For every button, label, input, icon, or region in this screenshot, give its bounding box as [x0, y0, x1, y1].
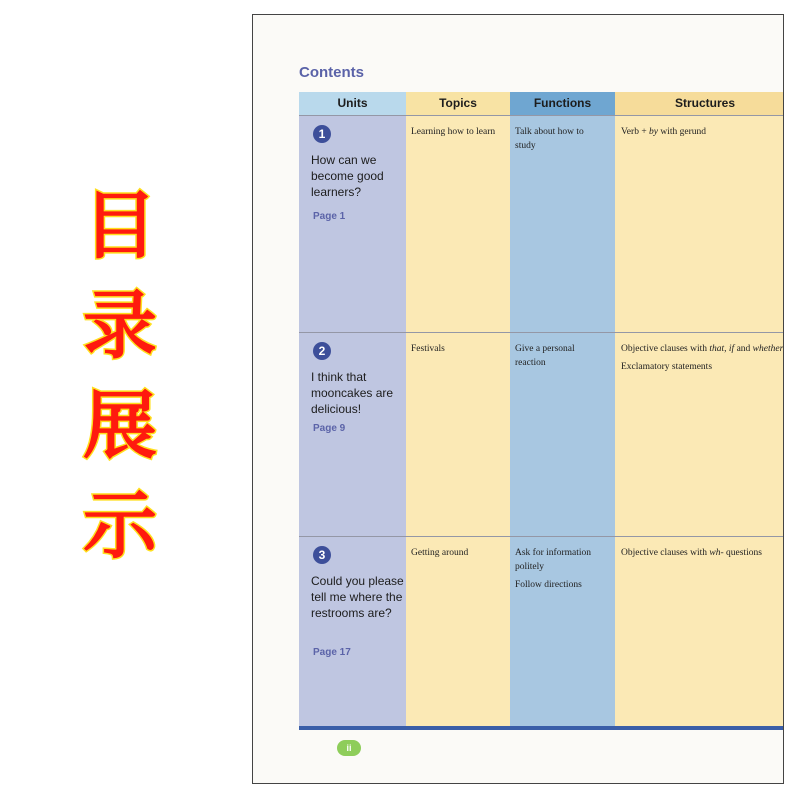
- topic-item: Learning how to learn: [411, 127, 496, 137]
- function-item: Give a personal reaction: [515, 344, 575, 368]
- side-title-char-2: 录: [83, 283, 157, 369]
- topics-cell: [411, 125, 509, 143]
- unit-number-badge: 2: [313, 342, 331, 360]
- structure-item: Objective clauses with wh- questions: [621, 548, 762, 558]
- topics-cell: [411, 546, 509, 564]
- unit-page-link[interactable]: Page 9: [313, 423, 346, 434]
- functions-cell: [515, 342, 603, 374]
- unit-page-link[interactable]: Page 1: [313, 211, 346, 222]
- unit-page-link[interactable]: Page 17: [313, 647, 351, 658]
- unit-row-3: [299, 537, 784, 747]
- structure-item: Verb + by with gerund: [621, 127, 707, 137]
- side-title-char-3: 展: [83, 383, 157, 469]
- function-item: Ask for information politely: [515, 548, 591, 572]
- structure-item: Objective clauses with that, if and whether: [621, 344, 784, 354]
- function-item: Talk about how to study: [515, 127, 584, 151]
- functions-cell: [515, 125, 603, 157]
- page-number-badge: ii: [337, 740, 361, 756]
- structure-item: Exclamatory statements: [621, 362, 713, 372]
- header-topics: Topics: [406, 92, 510, 115]
- side-title-char-4: 示: [83, 483, 157, 569]
- structures-cell: [621, 125, 784, 143]
- side-title: [72, 178, 168, 578]
- header-functions: Functions: [510, 92, 615, 115]
- unit-row-1: [299, 116, 784, 326]
- header-structures: Structures: [615, 92, 784, 115]
- topic-item: Festivals: [411, 344, 445, 354]
- contents-page: [252, 14, 784, 784]
- function-item: Follow directions: [515, 580, 582, 590]
- topic-item: Getting around: [411, 548, 469, 558]
- unit-number-badge: 3: [313, 546, 331, 564]
- unit-question: Could you please tell me where the restrooms are?: [311, 574, 404, 620]
- functions-cell: [515, 546, 603, 596]
- structures-cell: [621, 546, 784, 564]
- side-title-char-1: 目: [83, 183, 157, 269]
- unit-number-badge: 1: [313, 125, 331, 143]
- unit-question: How can we become good learners?: [311, 153, 384, 199]
- contents-title: Contents: [299, 64, 364, 81]
- structures-cell: [621, 342, 784, 378]
- unit-row-2: [299, 333, 784, 543]
- unit-question: I think that mooncakes are delicious!: [311, 370, 394, 416]
- topics-cell: [411, 342, 509, 360]
- header-units: Units: [299, 92, 406, 115]
